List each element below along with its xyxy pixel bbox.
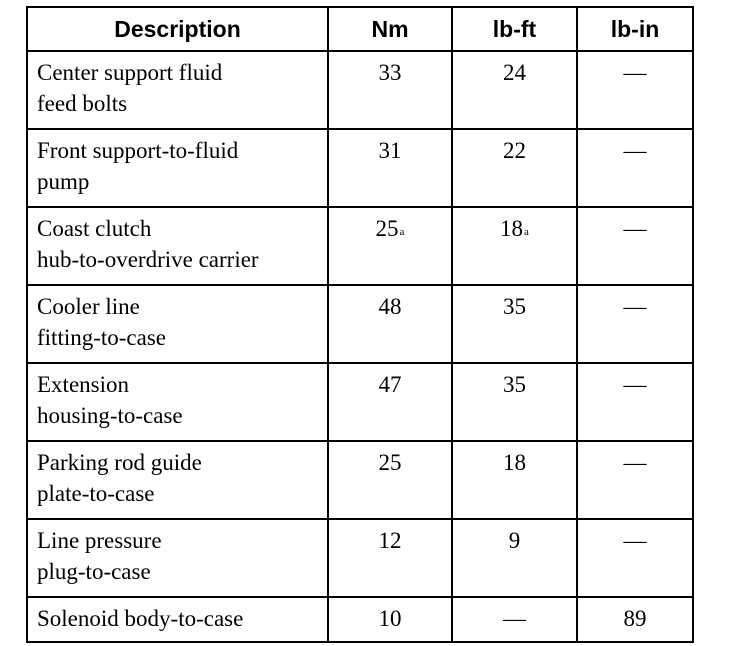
description-line: Coast clutch bbox=[37, 216, 152, 241]
nm-value: 10 bbox=[378, 606, 402, 631]
nm-cell bbox=[328, 285, 452, 363]
table-row bbox=[27, 363, 693, 441]
header-lb-ft: lb-ft bbox=[452, 7, 577, 51]
footnote-marker: a bbox=[524, 226, 529, 238]
table-row bbox=[27, 51, 693, 129]
nm-value: 48 bbox=[378, 294, 402, 319]
table-row bbox=[27, 207, 693, 285]
description-line: Extension bbox=[37, 372, 129, 397]
description-line: Parking rod guide bbox=[37, 450, 202, 475]
nm-cell bbox=[328, 51, 452, 129]
lb-in-cell bbox=[577, 51, 693, 129]
lb-in-value: — bbox=[623, 372, 647, 397]
description-line: hub-to-overdrive carrier bbox=[37, 247, 259, 272]
nm-cell bbox=[328, 207, 452, 285]
header-description: Description bbox=[27, 7, 328, 51]
nm-cell bbox=[328, 129, 452, 207]
nm-value: 33 bbox=[378, 60, 402, 85]
lb-ft-value: 35 bbox=[503, 294, 526, 319]
description-line: Line pressure bbox=[37, 528, 162, 553]
lb-in-cell bbox=[577, 129, 693, 207]
table-row bbox=[27, 597, 693, 642]
nm-value: 12 bbox=[378, 528, 402, 553]
description-line: plate-to-case bbox=[37, 481, 155, 506]
description-line: feed bolts bbox=[37, 91, 128, 116]
description-line: Front support-to-fluid bbox=[37, 138, 239, 163]
lb-in-cell bbox=[577, 363, 693, 441]
torque-spec-table bbox=[26, 6, 694, 643]
table-row bbox=[27, 519, 693, 597]
lb-in-cell bbox=[577, 285, 693, 363]
lb-in-value: — bbox=[623, 450, 647, 475]
lb-ft-value: 24 bbox=[503, 60, 526, 85]
table-row bbox=[27, 441, 693, 519]
lb-ft-cell bbox=[452, 363, 577, 441]
nm-value: 25 bbox=[375, 216, 399, 241]
lb-in-value: — bbox=[623, 528, 647, 553]
description-line: fitting-to-case bbox=[37, 325, 167, 350]
lb-ft-cell bbox=[452, 207, 577, 285]
description-cell bbox=[27, 519, 328, 597]
lb-ft-cell bbox=[452, 519, 577, 597]
nm-value: 31 bbox=[378, 138, 402, 163]
lb-in-value: — bbox=[623, 60, 647, 85]
lb-in-cell bbox=[577, 597, 693, 642]
description-cell bbox=[27, 129, 328, 207]
lb-ft-value: 35 bbox=[503, 372, 526, 397]
lb-ft-cell bbox=[452, 597, 577, 642]
lb-in-cell bbox=[577, 207, 693, 285]
header-nm: Nm bbox=[328, 7, 452, 51]
description-cell bbox=[27, 597, 328, 642]
nm-value: 25 bbox=[378, 450, 402, 475]
lb-ft-value: 9 bbox=[508, 528, 521, 553]
lb-ft-value: — bbox=[503, 606, 526, 631]
footnote-marker: a bbox=[399, 226, 405, 238]
table-row bbox=[27, 285, 693, 363]
description-cell bbox=[27, 207, 328, 285]
lb-ft-value: 18 bbox=[500, 216, 524, 241]
description-cell bbox=[27, 51, 328, 129]
header-row bbox=[27, 7, 693, 51]
header-lb-in: lb-in bbox=[577, 7, 693, 51]
table-row bbox=[27, 129, 693, 207]
description-line: pump bbox=[37, 169, 90, 194]
lb-ft-cell bbox=[452, 441, 577, 519]
description-line: plug-to-case bbox=[37, 559, 151, 584]
lb-ft-cell bbox=[452, 285, 577, 363]
description-cell bbox=[27, 285, 328, 363]
lb-ft-value: 22 bbox=[503, 138, 526, 163]
table-header bbox=[27, 7, 693, 51]
description-cell bbox=[27, 441, 328, 519]
description-line: Cooler line bbox=[37, 294, 140, 319]
description-line: Center support fluid bbox=[37, 60, 223, 85]
nm-value: 47 bbox=[378, 372, 402, 397]
lb-ft-value: 18 bbox=[503, 450, 526, 475]
lb-ft-cell bbox=[452, 51, 577, 129]
lb-in-value: — bbox=[623, 216, 647, 241]
lb-in-value: — bbox=[623, 294, 647, 319]
description-line: housing-to-case bbox=[37, 403, 183, 428]
description-cell bbox=[27, 363, 328, 441]
nm-cell bbox=[328, 363, 452, 441]
description-line: Solenoid body-to-case bbox=[37, 606, 244, 631]
nm-cell bbox=[328, 519, 452, 597]
lb-in-value: 89 bbox=[623, 606, 647, 631]
lb-in-cell bbox=[577, 441, 693, 519]
lb-in-value: — bbox=[623, 138, 647, 163]
table-body bbox=[27, 51, 693, 642]
nm-cell bbox=[328, 597, 452, 642]
lb-ft-cell bbox=[452, 129, 577, 207]
lb-in-cell bbox=[577, 519, 693, 597]
nm-cell bbox=[328, 441, 452, 519]
